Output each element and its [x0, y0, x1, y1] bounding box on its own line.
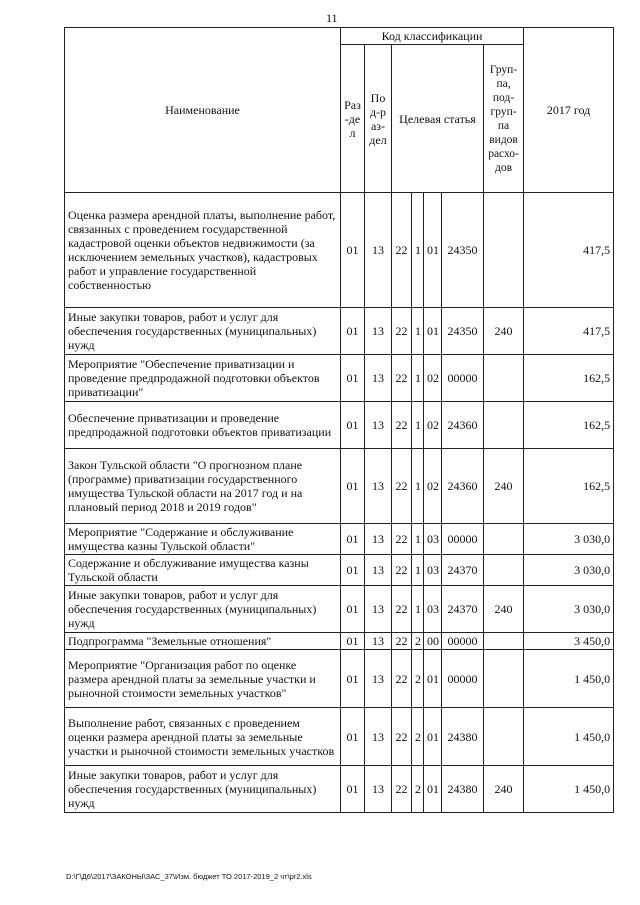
header-razdel: Раз-дел — [341, 45, 365, 193]
row-cs1: 22 — [392, 402, 412, 449]
row-amount: 162,5 — [524, 449, 614, 524]
row-podrazdel: 13 — [365, 308, 392, 355]
row-cs1: 22 — [392, 449, 412, 524]
row-cs4: 24360 — [442, 402, 484, 449]
row-razdel: 01 — [341, 633, 365, 650]
row-cs1: 22 — [392, 308, 412, 355]
row-cs3: 02 — [424, 355, 442, 402]
row-amount: 3 030,0 — [524, 524, 614, 555]
row-name: Закон Тульской области "О прогнозном плане (программе) приватизации государственного имущества Тульской области на 2017 год и на плановый период 2018 и 2019 годов" — [65, 449, 341, 524]
header-name: Наименование — [65, 28, 341, 193]
row-cs1: 22 — [392, 193, 412, 308]
row-vr: 240 — [484, 766, 524, 813]
row-vr: 240 — [484, 449, 524, 524]
budget-table — [64, 27, 614, 813]
row-cs3: 03 — [424, 586, 442, 633]
row-cs4: 24350 — [442, 308, 484, 355]
row-amount: 417,5 — [524, 308, 614, 355]
row-cs2: 1 — [412, 355, 424, 402]
row-razdel: 01 — [341, 766, 365, 813]
row-vr — [484, 524, 524, 555]
row-cs1: 22 — [392, 555, 412, 586]
row-razdel: 01 — [341, 650, 365, 708]
row-name: Иные закупки товаров, работ и услуг для обеспечения государственных (муниципальных) нужд — [65, 308, 341, 355]
row-cs4: 00000 — [442, 524, 484, 555]
header-tselevaya: Целевая статья — [392, 45, 484, 193]
row-cs3: 03 — [424, 555, 442, 586]
row-podrazdel: 13 — [365, 402, 392, 449]
row-podrazdel: 13 — [365, 449, 392, 524]
row-cs3: 01 — [424, 308, 442, 355]
row-name: Обеспечение приватизации и проведение предпродажной подготовки объектов приватизации — [65, 402, 341, 449]
row-cs2: 2 — [412, 650, 424, 708]
row-vr — [484, 708, 524, 766]
row-cs2: 1 — [412, 402, 424, 449]
row-cs3: 00 — [424, 633, 442, 650]
row-cs1: 22 — [392, 766, 412, 813]
row-podrazdel: 13 — [365, 355, 392, 402]
row-amount: 1 450,0 — [524, 766, 614, 813]
row-podrazdel: 13 — [365, 524, 392, 555]
table-row — [65, 308, 614, 355]
row-razdel: 01 — [341, 708, 365, 766]
row-cs4: 24360 — [442, 449, 484, 524]
page-number: 11 — [326, 11, 338, 25]
header-podrazdel: Под-раз-дел — [365, 45, 392, 193]
row-cs3: 02 — [424, 402, 442, 449]
row-cs3: 01 — [424, 708, 442, 766]
table-row — [65, 193, 614, 308]
row-name: Содержание и обслуживание имущества казны Тульской области — [65, 555, 341, 586]
table-row — [65, 650, 614, 708]
row-cs1: 22 — [392, 524, 412, 555]
row-podrazdel: 13 — [365, 633, 392, 650]
table-row — [65, 586, 614, 633]
row-cs1: 22 — [392, 355, 412, 402]
file-path-footer: D:\Г\Д6\2017\ЗАКОНЫ\ЗАС_37\Изм. бюджет ТО 2017-2019_2 чт\pr2.xls — [66, 872, 312, 881]
table-row — [65, 633, 614, 650]
row-vr — [484, 633, 524, 650]
row-name: Мероприятие "Содержание и обслуживание имущества казны Тульской области" — [65, 524, 341, 555]
row-razdel: 01 — [341, 524, 365, 555]
row-amount: 3 030,0 — [524, 586, 614, 633]
row-amount: 3 450,0 — [524, 633, 614, 650]
row-amount: 162,5 — [524, 355, 614, 402]
row-podrazdel: 13 — [365, 586, 392, 633]
row-cs3: 02 — [424, 449, 442, 524]
row-vr — [484, 555, 524, 586]
row-cs3: 03 — [424, 524, 442, 555]
row-amount: 1 450,0 — [524, 650, 614, 708]
row-vr — [484, 402, 524, 449]
row-amount: 162,5 — [524, 402, 614, 449]
row-razdel: 01 — [341, 586, 365, 633]
row-cs3: 01 — [424, 650, 442, 708]
row-razdel: 01 — [341, 449, 365, 524]
row-podrazdel: 13 — [365, 650, 392, 708]
header-year: 2017 год — [524, 28, 614, 193]
row-cs4: 24350 — [442, 193, 484, 308]
row-cs2: 1 — [412, 193, 424, 308]
row-cs2: 2 — [412, 633, 424, 650]
row-vr — [484, 650, 524, 708]
row-name: Оценка размера арендной платы, выполнение работ, связанных с проведением государственной кадастровой оценки объектов недвижимости (за исключением земельных участков), кадастровых работ и управление государственной собственностью — [65, 193, 341, 308]
row-razdel: 01 — [341, 355, 365, 402]
row-cs4: 24380 — [442, 766, 484, 813]
row-cs4: 24370 — [442, 555, 484, 586]
table-row — [65, 449, 614, 524]
row-cs2: 2 — [412, 708, 424, 766]
row-cs1: 22 — [392, 633, 412, 650]
table-row — [65, 555, 614, 586]
row-razdel: 01 — [341, 308, 365, 355]
row-cs1: 22 — [392, 708, 412, 766]
row-cs4: 00000 — [442, 355, 484, 402]
row-amount: 1 450,0 — [524, 708, 614, 766]
row-vr — [484, 355, 524, 402]
table-row — [65, 524, 614, 555]
row-vr — [484, 193, 524, 308]
row-name: Мероприятие "Организация работ по оценке размера арендной платы за земельные участки и рыночной стоимости земельных участков" — [65, 650, 341, 708]
row-cs2: 1 — [412, 555, 424, 586]
row-name: Иные закупки товаров, работ и услуг для обеспечения государственных (муниципальных) нужд — [65, 766, 341, 813]
row-cs4: 24380 — [442, 708, 484, 766]
row-cs2: 1 — [412, 308, 424, 355]
table-row — [65, 766, 614, 813]
row-name: Мероприятие "Обеспечение приватизации и проведение предпродажной подготовки объектов приватизации" — [65, 355, 341, 402]
table-row — [65, 402, 614, 449]
header-code: Код классификации — [341, 28, 524, 45]
row-name: Выполнение работ, связанных с проведением оценки размера арендной платы за земельные участки и рыночной стоимости земельных участков — [65, 708, 341, 766]
row-cs3: 01 — [424, 766, 442, 813]
table-row — [65, 355, 614, 402]
row-razdel: 01 — [341, 555, 365, 586]
row-name: Иные закупки товаров, работ и услуг для обеспечения государственных (муниципальных) нужд — [65, 586, 341, 633]
row-cs4: 24370 — [442, 586, 484, 633]
table-row — [65, 708, 614, 766]
header-row-1 — [65, 28, 614, 45]
row-razdel: 01 — [341, 402, 365, 449]
row-name: Подпрограмма "Земельные отношения" — [65, 633, 341, 650]
row-razdel: 01 — [341, 193, 365, 308]
row-vr: 240 — [484, 308, 524, 355]
row-cs2: 1 — [412, 524, 424, 555]
header-gruppa: Груп-па, под-груп-па видов расхо-дов — [484, 45, 524, 193]
row-podrazdel: 13 — [365, 193, 392, 308]
row-podrazdel: 13 — [365, 708, 392, 766]
row-podrazdel: 13 — [365, 766, 392, 813]
row-cs1: 22 — [392, 586, 412, 633]
row-cs2: 1 — [412, 449, 424, 524]
row-cs1: 22 — [392, 650, 412, 708]
row-cs2: 1 — [412, 586, 424, 633]
row-amount: 3 030,0 — [524, 555, 614, 586]
row-cs4: 00000 — [442, 650, 484, 708]
row-cs4: 00000 — [442, 633, 484, 650]
row-vr: 240 — [484, 586, 524, 633]
table-body — [65, 193, 614, 813]
row-podrazdel: 13 — [365, 555, 392, 586]
row-cs3: 01 — [424, 193, 442, 308]
row-amount: 417,5 — [524, 193, 614, 308]
row-cs2: 2 — [412, 766, 424, 813]
